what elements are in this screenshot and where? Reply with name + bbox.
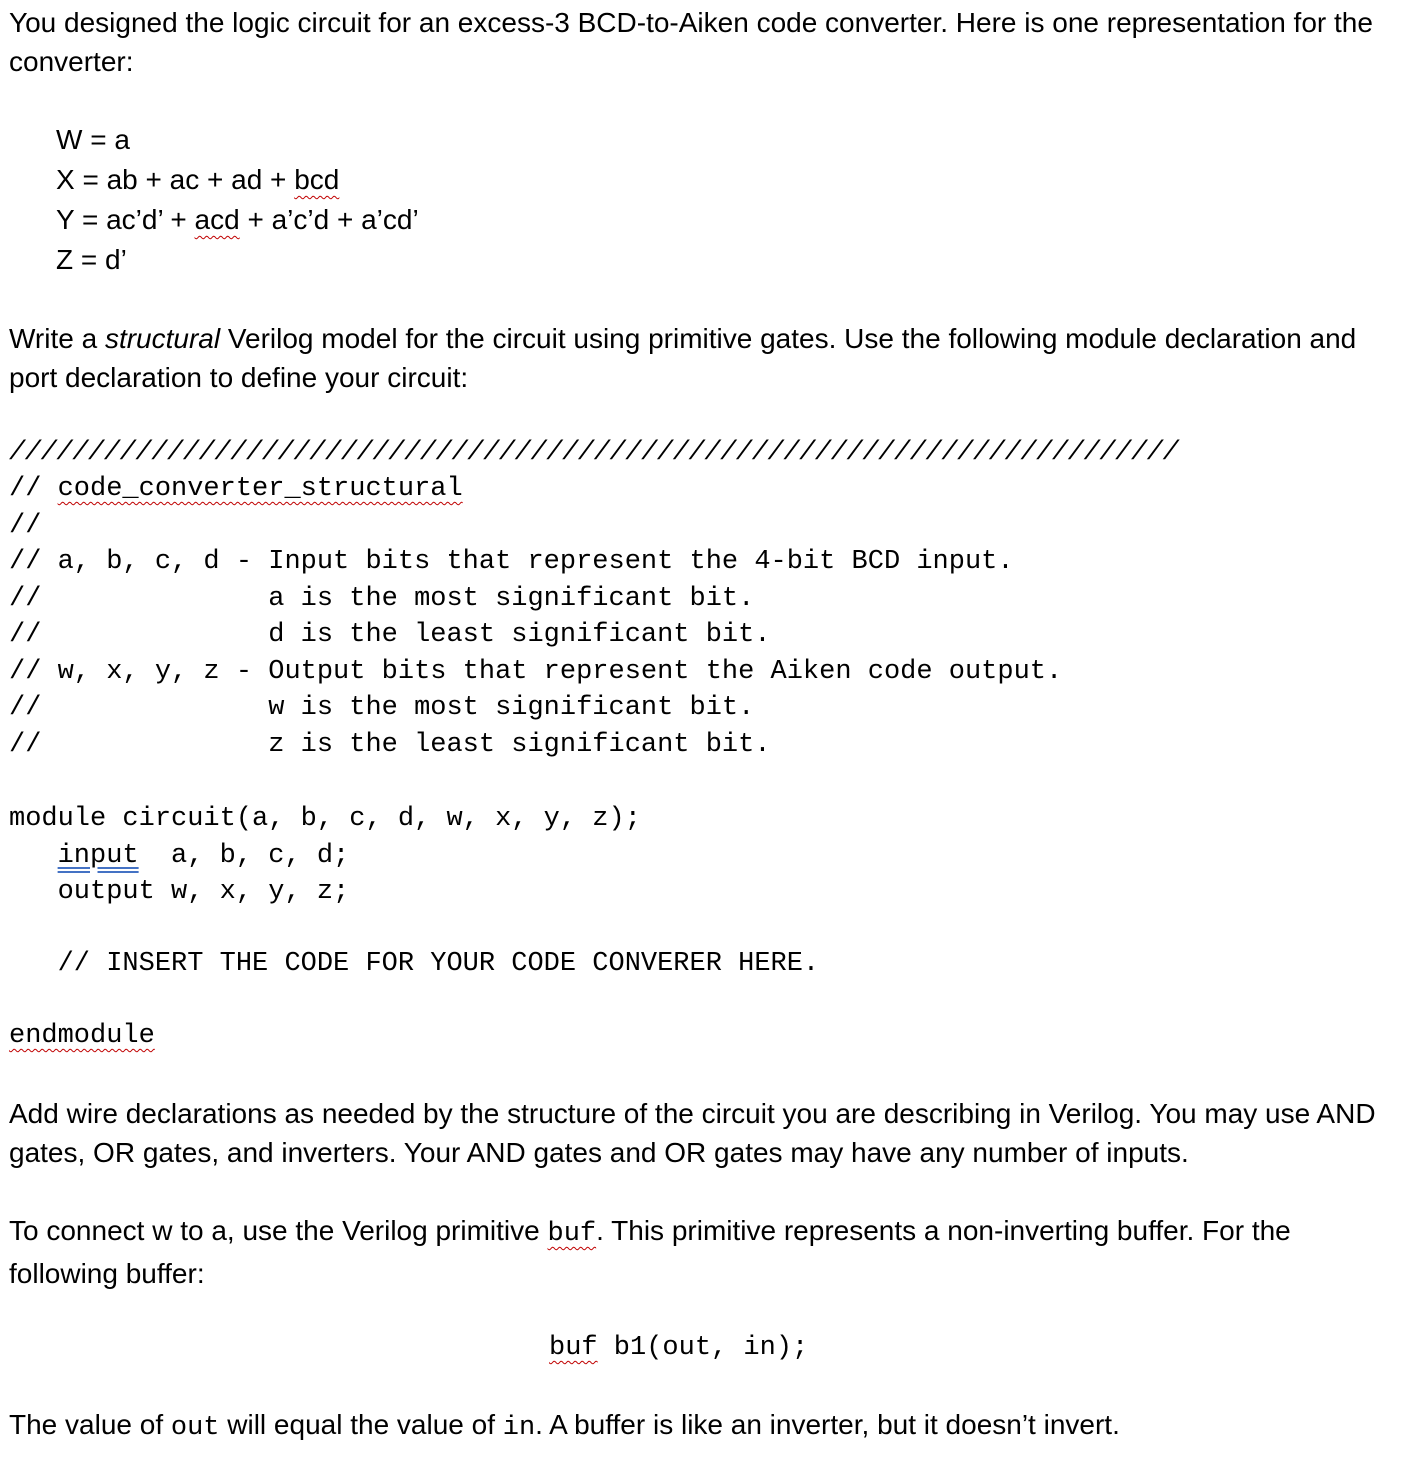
wires-paragraph xyxy=(9,1094,1404,1172)
equation-z xyxy=(56,240,127,280)
code-slashes: ////////////////////////////////////////////////////////////////////////// xyxy=(9,438,1179,468)
code-output-desc: // w, x, y, z - Output bits that represent the Aiken code output. xyxy=(9,657,1063,687)
closing-text-2: will equal the value of xyxy=(219,1409,503,1440)
closing-text-1: The value of xyxy=(9,1409,171,1440)
code-input-comment-3 xyxy=(9,617,771,654)
equation-x-term: bcd xyxy=(294,164,340,195)
wires-text: Add wire declarations as needed by the structure of the circuit you are describing in Verilog. You may use AND gates, OR gates, and inverters. Your AND gates and OR gates may have any number of inputs. xyxy=(9,1098,1376,1168)
code-title: code_converter_structural xyxy=(57,474,463,504)
code-output-msb: // w is the most significant bit. xyxy=(9,693,755,723)
code-input-comment-1 xyxy=(9,544,1014,581)
code-input-ports: a, b, c, d; xyxy=(138,841,350,871)
code-output-comment-3 xyxy=(9,727,771,764)
buffer-inline-code: buf xyxy=(547,1219,597,1249)
code-endmodule: endmodule xyxy=(9,1021,155,1051)
instruction-text-rest: Verilog model for the circuit using primitive gates. Use the following module declaration and port declaration to define your circuit: xyxy=(9,323,1357,393)
buffer-paragraph xyxy=(9,1211,1404,1293)
code-input-comment-2 xyxy=(9,581,754,618)
equation-y-term: acd xyxy=(194,204,240,235)
code-blank-text: // xyxy=(9,511,42,541)
intro-paragraph xyxy=(9,3,1404,81)
closing-paragraph xyxy=(9,1405,1404,1448)
equation-y xyxy=(56,200,419,240)
equation-y-tail: + a’c’d + a’cd’ xyxy=(239,204,419,235)
closing-code-out: out xyxy=(170,1413,220,1443)
code-input-line xyxy=(9,838,349,875)
code-input-keyword: input xyxy=(57,841,139,871)
code-output-comment-1 xyxy=(9,654,1062,691)
equation-w-text: W = a xyxy=(56,124,130,155)
buffer-example xyxy=(549,1330,808,1366)
code-comment-prefix: // xyxy=(9,474,58,504)
buffer-example-args: b1(out, in); xyxy=(597,1333,809,1363)
code-insert-line xyxy=(9,946,819,983)
closing-text-3: . A buffer is like an inverter, but it doesn’t invert. xyxy=(535,1409,1120,1440)
instruction-emphasis: structural xyxy=(104,323,221,354)
code-blank-comment xyxy=(9,508,41,545)
code-title-line xyxy=(9,471,463,508)
code-endmodule-line xyxy=(9,1018,155,1055)
equation-z-text: Z = d’ xyxy=(56,244,127,275)
closing-code-in: in xyxy=(502,1413,536,1443)
code-input-lsb: // d is the least significant bit. xyxy=(9,620,771,650)
code-slash-line xyxy=(9,435,1178,472)
code-indent xyxy=(9,841,58,871)
code-module-line xyxy=(9,801,641,838)
code-input-msb: // a is the most significant bit. xyxy=(9,584,755,614)
equation-w xyxy=(56,120,130,160)
equation-x xyxy=(56,160,339,200)
code-input-desc: // a, b, c, d - Input bits that represent the 4-bit BCD input. xyxy=(9,547,1014,577)
code-output-line xyxy=(9,874,349,911)
buffer-example-keyword: buf xyxy=(549,1333,598,1363)
code-output-lsb: // z is the least significant bit. xyxy=(9,730,771,760)
code-output-comment-2 xyxy=(9,690,754,727)
instruction-paragraph xyxy=(9,319,1404,397)
code-insert-comment: // INSERT THE CODE FOR YOUR CODE CONVERER HERE. xyxy=(9,949,820,979)
equation-y-text: Y = ac’d’ + xyxy=(56,204,195,235)
buffer-text: To connect w to a, use the Verilog primitive xyxy=(9,1215,548,1246)
code-module-declaration: module circuit(a, b, c, d, w, x, y, z); xyxy=(9,804,641,834)
intro-text: You designed the logic circuit for an excess-3 BCD-to-Aiken code converter. Here is one representation for the converter: xyxy=(9,7,1373,77)
instruction-text: Write a xyxy=(9,323,105,354)
buffer-text-rest: . This primitive represents a non-inverting buffer. For the following buffer: xyxy=(9,1215,1291,1289)
code-output-ports: output w, x, y, z; xyxy=(9,877,350,907)
equation-x-text: X = ab + ac + ad + xyxy=(56,164,295,195)
